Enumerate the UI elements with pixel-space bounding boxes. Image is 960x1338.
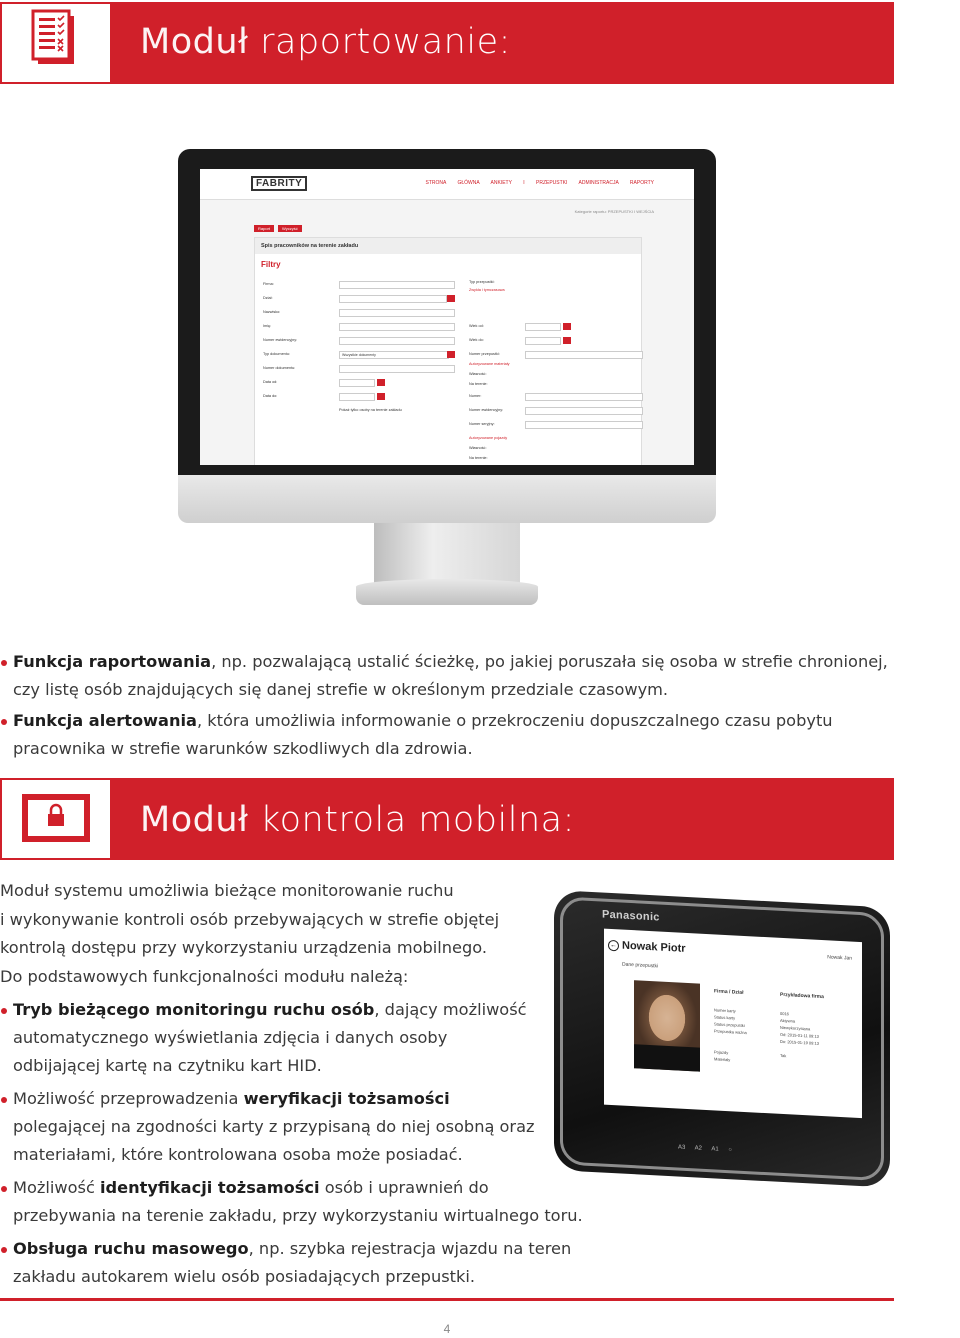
- feature-text: , np. szybka rejestracja wjazdu na teren: [248, 1239, 572, 1258]
- intro-line: Do podstawowych funkcjonalności modułu należą:: [0, 966, 409, 986]
- section-title-rest: raportowanie:: [260, 22, 511, 62]
- tablet-lock-icon: [0, 778, 112, 860]
- company-label: Firma / Dział: [714, 988, 744, 996]
- app-field: [339, 281, 455, 289]
- tablet-hardware-buttons: A3 A2 A1 ○: [678, 1144, 732, 1154]
- feature-description: , np. pozwalającą ustalić ścieżkę, po jakiej poruszała się osoba w strefie chronionej, czy listę osób znajdujących się danej strefie w określonym przedziale czasowym.: [13, 652, 888, 699]
- app-report-button: Raport: [254, 225, 274, 232]
- tablet-brand: Panasonic: [602, 908, 660, 924]
- app-label: Typ przepustki:: [469, 280, 495, 284]
- app-label: Wiek od:: [469, 324, 484, 328]
- section-title-rest: kontrola mobilna:: [260, 800, 575, 840]
- app-clear-button: Wyczyść: [278, 225, 302, 232]
- app-select-arrow: [447, 295, 455, 302]
- app-label: Własność:: [469, 372, 487, 376]
- pass-key: Materiały: [714, 1056, 731, 1063]
- app-field: [525, 421, 643, 429]
- feature-text: Możliwość przeprowadzenia: [13, 1089, 244, 1108]
- app-field: [525, 351, 643, 359]
- section-header-mobile: [0, 778, 894, 860]
- app-breadcrumb: Kategorie raportu: PRZEPUSTKI I WEJŚCIA: [574, 209, 654, 214]
- back-arrow-icon: ←: [608, 940, 619, 952]
- tablet-body: [554, 890, 890, 1188]
- intro-line: Moduł systemu umożliwia bieżące monitorowanie ruchu: [0, 881, 454, 900]
- app-label: Numer seryjny:: [469, 422, 495, 426]
- pass-value: Do: 2015-01-19 09:13: [780, 1038, 819, 1046]
- app-nav: STRONA GŁÓWNA ANKIETY I PRZEPUSTKI ADMINISTRACJA RAPORTY: [425, 180, 654, 186]
- app-filters-heading: Filtry: [261, 260, 281, 269]
- report-checklist-icon: [0, 2, 112, 84]
- pass-value: 0016: [780, 1010, 789, 1017]
- section-title-word: Moduł: [140, 22, 249, 62]
- feature-text: polegającej na zgodności karty z przypisaną do niej osobną oraz: [13, 1117, 535, 1136]
- pass-values: [780, 1010, 819, 1061]
- app-label: Numer dokumentu:: [263, 366, 296, 370]
- reporting-features-list: [0, 648, 900, 763]
- feature-text: automatycznego wyświetlania zdjęcia i danych osoby: [13, 1028, 448, 1047]
- app-header: [200, 169, 694, 200]
- feature-text: Możliwość: [13, 1178, 100, 1197]
- calendar-icon: [563, 323, 571, 330]
- app-label: Wiek do:: [469, 338, 484, 342]
- app-field: [339, 337, 455, 345]
- intro-line: i wykonywanie kontroli osób przebywających w strefie objętej: [0, 909, 500, 929]
- person-name: Nowak Piotr: [622, 939, 686, 955]
- app-label: Na terenie:: [469, 456, 488, 460]
- monitor-frame: [178, 149, 716, 475]
- section-title-mobile: [140, 800, 575, 840]
- app-red-label: Autoryzowane pojazdy: [469, 436, 508, 440]
- monitor-stand: [374, 523, 520, 583]
- monitor-illustration: [178, 149, 716, 609]
- feature-name: Obsługa ruchu masowego: [13, 1239, 249, 1258]
- app-logo: FABRITY: [251, 176, 307, 191]
- page-number: 4: [443, 1322, 451, 1336]
- pass-value: Aktywna: [780, 1017, 796, 1024]
- pass-keys: [714, 1006, 747, 1064]
- footer-divider: [0, 1298, 894, 1301]
- app-label: Data od:: [263, 380, 278, 384]
- app-field: [339, 295, 447, 303]
- feature-name: weryfikacji tożsamości: [243, 1089, 450, 1108]
- section-header-reporting: [0, 2, 894, 84]
- tablet-screen: [604, 929, 862, 1119]
- calendar-icon: [563, 337, 571, 344]
- mobile-icon-box: [0, 778, 112, 860]
- mobile-intro-paragraph: [0, 877, 560, 991]
- app-select: Wszystkie dokumenty: [339, 351, 449, 359]
- tablet-illustration: [554, 890, 890, 1170]
- feature-name: Funkcja raportowania: [13, 652, 212, 671]
- monitor-chin: [178, 475, 716, 523]
- app-select-arrow: [447, 351, 455, 358]
- list-item: [0, 707, 900, 763]
- app-label: Numer ewidencyjny:: [263, 338, 298, 342]
- app-field: [525, 323, 561, 331]
- pass-key: Status przepustki: [714, 1021, 745, 1028]
- app-date-field: [339, 393, 375, 401]
- pass-key: Pojazdy: [714, 1049, 729, 1056]
- app-label: Imię:: [263, 324, 272, 328]
- app-red-label: Autoryzowane materiały: [469, 362, 510, 366]
- feature-text: zakładu autokarem wielu osób posiadających przepustki.: [13, 1267, 476, 1286]
- mobile-features-list: [0, 996, 600, 1291]
- feature-name: Funkcja alertowania: [13, 711, 197, 730]
- feature-text: przebywania na terenie zakładu, przy wykorzystaniu wirtualnego toru.: [13, 1206, 583, 1225]
- app-label: Na terenie:: [469, 382, 488, 386]
- feature-name: Tryb bieżącego monitoringu ruchu osób: [13, 1000, 375, 1019]
- feature-text: materiałami, które kontrolowana osoba może posiadać.: [13, 1145, 463, 1164]
- intro-line: kontrolą dostępu przy wykorzystaniu urządzenia mobilnego.: [0, 938, 488, 957]
- list-item: [0, 1174, 600, 1230]
- app-field: [525, 393, 643, 401]
- logged-user: Nowak Jan: [827, 954, 852, 962]
- app-panel-title: Spis pracowników na terenie zakładu: [255, 238, 641, 254]
- pass-value: Niewykorzystana: [780, 1024, 811, 1032]
- app-label: Numer ewidencyjny:: [469, 408, 504, 412]
- list-item: [0, 996, 600, 1080]
- pass-value: Tak: [780, 1052, 787, 1059]
- pass-data-heading: Dane przepustki: [622, 961, 659, 970]
- feature-name: identyfikacji tożsamości: [99, 1178, 320, 1197]
- company-value: Przykładowa firma: [780, 991, 824, 1001]
- app-field: [525, 407, 643, 415]
- report-icon-box: [0, 2, 112, 84]
- section-title-reporting: [140, 22, 511, 62]
- list-item: [0, 648, 900, 704]
- list-item: [0, 1085, 600, 1169]
- app-red-label: Zwykła i tymczasowa: [469, 288, 505, 292]
- app-field: [525, 337, 561, 345]
- app-label: Data do:: [263, 394, 278, 398]
- app-field: [339, 309, 455, 317]
- pass-key: Numer karty: [714, 1007, 736, 1014]
- app-label: Typ dokumentu:: [263, 352, 291, 356]
- photo-shirt: [634, 1044, 700, 1071]
- feature-text: osób i uprawnień do: [319, 1178, 489, 1197]
- app-field: [339, 323, 455, 331]
- app-label: Firma:: [263, 282, 274, 286]
- app-field: [339, 365, 455, 373]
- person-photo: [634, 980, 700, 1071]
- app-label: Nazwisko:: [263, 310, 281, 314]
- calendar-icon: [377, 393, 385, 400]
- feature-text: odbijającej kartę na czytniku kart HID.: [13, 1056, 322, 1075]
- monitor-foot: [356, 579, 538, 605]
- app-label: Numer przepustki:: [469, 352, 500, 356]
- app-checkbox-label: Pokaż tylko osoby na terenie zakładu: [339, 408, 402, 412]
- app-label: Dział:: [263, 296, 273, 300]
- calendar-icon: [377, 379, 385, 386]
- monitor-screen: [200, 169, 694, 465]
- section-title-word: Moduł: [140, 800, 249, 840]
- list-item: [0, 1235, 600, 1291]
- feature-description: , która umożliwia informowanie o przekroczeniu dopuszczalnego czasu pobytu pracownika w strefie warunków szkodliwych dla zdrowia.: [13, 711, 833, 758]
- feature-text: , dający możliwość: [374, 1000, 527, 1019]
- app-label: Własność:: [469, 446, 487, 450]
- pass-key: Przepustka ważna: [714, 1028, 747, 1036]
- app-label: Numer:: [469, 394, 482, 398]
- app-date-field: [339, 379, 375, 387]
- pass-value: Od: 2015-01-11 09:13: [780, 1031, 819, 1039]
- pass-key: Status karty: [714, 1014, 736, 1021]
- app-panel: [254, 237, 642, 465]
